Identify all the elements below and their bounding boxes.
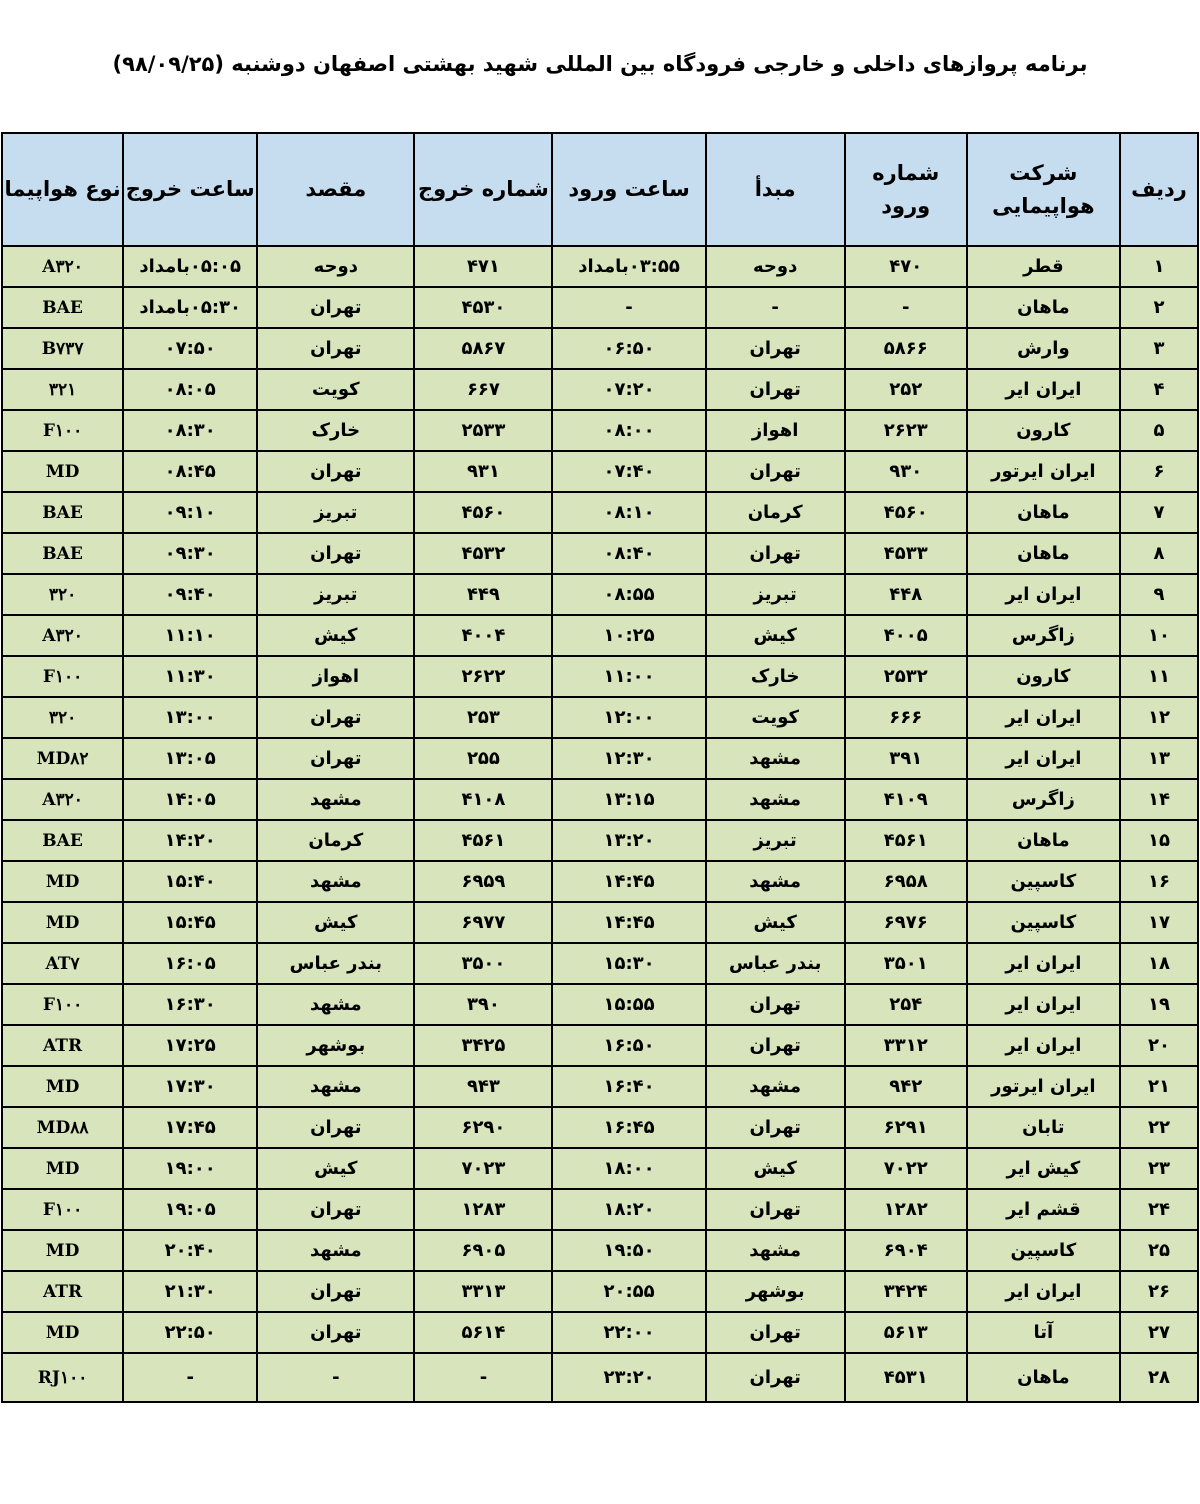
cell-departure-flight-number: ۴۵۳۰ [414,287,552,328]
cell-departure-flight-number: ۶۹۵۹ [414,861,552,902]
cell-departure-time: ۲۲:۵۰ [123,1312,257,1353]
cell-departure-time: ۱۶:۳۰ [123,984,257,1025]
header-row [2,133,1198,246]
column-header-aircraft-type: نوع هواپیما [2,133,123,246]
cell-arrival-flight-number: ۶۹۵۸ [845,861,967,902]
cell-arrival-flight-number: ۶۶۶ [845,697,967,738]
cell-row-number: ۱۷ [1120,902,1198,943]
cell-row-number: ۲۱ [1120,1066,1198,1107]
column-header-arrival-time: ساعت ورود [552,133,705,246]
cell-aircraft-type: MD [2,1066,123,1107]
cell-destination: کیش [257,1148,414,1189]
cell-departure-flight-number: ۳۹۰ [414,984,552,1025]
cell-destination: تهران [257,533,414,574]
cell-arrival-flight-number: ۴۵۳۳ [845,533,967,574]
cell-row-number: ۱۴ [1120,779,1198,820]
column-header-airline: شرکت هواپیمایی [967,133,1120,246]
cell-departure-time: ۱۴:۰۵ [123,779,257,820]
cell-arrival-time: ۱۲:۰۰ [552,697,705,738]
cell-arrival-flight-number: ۳۳۱۲ [845,1025,967,1066]
table-row [2,287,1198,328]
cell-destination: تهران [257,287,414,328]
cell-departure-time: ۰۹:۴۰ [123,574,257,615]
cell-arrival-time: ۱۰:۲۵ [552,615,705,656]
cell-origin: مشهد [706,1230,845,1271]
cell-arrival-flight-number: ۴۵۳۱ [845,1353,967,1402]
cell-airline: ایران ایر [967,1025,1120,1066]
cell-departure-flight-number: ۴۵۶۰ [414,492,552,533]
cell-row-number: ۵ [1120,410,1198,451]
cell-row-number: ۱۵ [1120,820,1198,861]
table-row [2,779,1198,820]
cell-destination: مشهد [257,984,414,1025]
cell-arrival-time: ۱۵:۵۵ [552,984,705,1025]
cell-arrival-time: ۱۶:۴۰ [552,1066,705,1107]
cell-departure-time: ۰۹:۱۰ [123,492,257,533]
cell-arrival-time: ۱۱:۰۰ [552,656,705,697]
cell-arrival-time: ۰۸:۰۰ [552,410,705,451]
cell-arrival-time: ۱۳:۲۰ [552,820,705,861]
cell-arrival-flight-number: ۳۹۱ [845,738,967,779]
cell-destination: تهران [257,451,414,492]
cell-row-number: ۲۷ [1120,1312,1198,1353]
cell-arrival-time: ۱۲:۳۰ [552,738,705,779]
cell-airline: ماهان [967,1353,1120,1402]
cell-aircraft-type: BAE [2,820,123,861]
cell-departure-flight-number: ۳۴۲۵ [414,1025,552,1066]
cell-arrival-flight-number: ۲۵۳۲ [845,656,967,697]
cell-origin: اهواز [706,410,845,451]
cell-aircraft-type: MD [2,451,123,492]
column-header-departure-time: ساعت خروج [123,133,257,246]
cell-origin: خارک [706,656,845,697]
cell-departure-flight-number: - [414,1353,552,1402]
cell-aircraft-type: AT۷ [2,943,123,984]
cell-aircraft-type: ATR [2,1271,123,1312]
column-header-row-number: ردیف [1120,133,1198,246]
cell-arrival-flight-number: ۹۳۰ [845,451,967,492]
cell-destination: تبریز [257,574,414,615]
cell-destination: تهران [257,738,414,779]
cell-aircraft-type: A۳۲۰ [2,246,123,287]
table-row [2,1271,1198,1312]
cell-airline: قطر [967,246,1120,287]
cell-departure-flight-number: ۹۴۳ [414,1066,552,1107]
cell-airline: ماهان [967,492,1120,533]
cell-airline: کاسپین [967,1230,1120,1271]
cell-row-number: ۲۸ [1120,1353,1198,1402]
cell-row-number: ۲۶ [1120,1271,1198,1312]
cell-departure-flight-number: ۱۲۸۳ [414,1189,552,1230]
cell-departure-flight-number: ۹۳۱ [414,451,552,492]
cell-row-number: ۲۳ [1120,1148,1198,1189]
cell-airline: تابان [967,1107,1120,1148]
cell-airline: قشم ایر [967,1189,1120,1230]
cell-departure-flight-number: ۲۵۳۳ [414,410,552,451]
cell-arrival-time: ۱۵:۳۰ [552,943,705,984]
cell-departure-time: ۱۷:۳۰ [123,1066,257,1107]
cell-departure-time: ۱۵:۴۰ [123,861,257,902]
cell-airline: زاگرس [967,615,1120,656]
cell-row-number: ۱۶ [1120,861,1198,902]
cell-arrival-time: ۲۳:۲۰ [552,1353,705,1402]
cell-aircraft-type: ATR [2,1025,123,1066]
cell-row-number: ۱۹ [1120,984,1198,1025]
cell-departure-time: ۱۵:۴۵ [123,902,257,943]
cell-aircraft-type: MD [2,1148,123,1189]
cell-destination: کیش [257,902,414,943]
cell-destination: مشهد [257,779,414,820]
table-row [2,984,1198,1025]
cell-row-number: ۱۲ [1120,697,1198,738]
cell-departure-flight-number: ۲۶۲۲ [414,656,552,697]
cell-arrival-time: - [552,287,705,328]
cell-departure-time: ۰۷:۵۰ [123,328,257,369]
table-row [2,533,1198,574]
cell-origin: تهران [706,1312,845,1353]
cell-destination: مشهد [257,1230,414,1271]
cell-airline: کارون [967,410,1120,451]
cell-arrival-flight-number: ۲۵۴ [845,984,967,1025]
page-title: برنامه پروازهای داخلی و خارجی فرودگاه بین المللی شهید بهشتی اصفهان دوشنبه (۹۸/۰۹/۲۵) [112,52,1088,76]
cell-destination: مشهد [257,861,414,902]
cell-departure-flight-number: ۵۶۱۴ [414,1312,552,1353]
table-row [2,369,1198,410]
cell-airline: ایران ایر [967,697,1120,738]
cell-row-number: ۲۵ [1120,1230,1198,1271]
cell-departure-time: ۰۸:۳۰ [123,410,257,451]
column-header-departure-flight-number: شماره خروج [414,133,552,246]
cell-origin: تهران [706,1353,845,1402]
cell-row-number: ۲ [1120,287,1198,328]
cell-row-number: ۲۲ [1120,1107,1198,1148]
cell-destination: کرمان [257,820,414,861]
cell-departure-time: ۲۰:۴۰ [123,1230,257,1271]
cell-origin: مشهد [706,738,845,779]
cell-destination: دوحه [257,246,414,287]
cell-origin: تهران [706,1107,845,1148]
cell-destination: تهران [257,1189,414,1230]
flight-schedule-table [1,132,1199,1403]
cell-origin: تهران [706,328,845,369]
cell-arrival-flight-number: ۶۹۰۴ [845,1230,967,1271]
cell-departure-flight-number: ۴۰۰۴ [414,615,552,656]
cell-arrival-time: ۱۴:۴۵ [552,861,705,902]
cell-departure-time: ۱۱:۱۰ [123,615,257,656]
cell-arrival-time: ۰۶:۵۰ [552,328,705,369]
cell-origin: مشهد [706,779,845,820]
cell-origin: - [706,287,845,328]
table-row [2,492,1198,533]
cell-aircraft-type: ۳۲۱ [2,369,123,410]
column-header-arrival-flight-number: شماره ورود [845,133,967,246]
cell-arrival-flight-number: ۴۵۶۰ [845,492,967,533]
cell-arrival-time: ۱۶:۵۰ [552,1025,705,1066]
table-row [2,902,1198,943]
cell-airline: ایران ایر [967,369,1120,410]
cell-departure-time: ۱۴:۲۰ [123,820,257,861]
cell-departure-time: ۱۳:۰۵ [123,738,257,779]
cell-arrival-flight-number: ۳۵۰۱ [845,943,967,984]
cell-departure-flight-number: ۶۶۷ [414,369,552,410]
cell-origin: تبریز [706,574,845,615]
cell-aircraft-type: ۳۲۰ [2,697,123,738]
cell-departure-flight-number: ۲۵۳ [414,697,552,738]
table-row [2,410,1198,451]
cell-departure-flight-number: ۷۰۲۳ [414,1148,552,1189]
cell-departure-time: ۱۹:۰۰ [123,1148,257,1189]
cell-departure-flight-number: ۶۹۰۵ [414,1230,552,1271]
table-row [2,656,1198,697]
cell-airline: ایران ایر [967,1271,1120,1312]
cell-aircraft-type: MD [2,902,123,943]
cell-airline: ایران ایر [967,984,1120,1025]
cell-origin: تبریز [706,820,845,861]
table-row [2,1148,1198,1189]
cell-departure-flight-number: ۶۹۷۷ [414,902,552,943]
cell-airline: ایران ایرتور [967,1066,1120,1107]
cell-departure-flight-number: ۴۷۱ [414,246,552,287]
cell-arrival-flight-number: ۴۵۶۱ [845,820,967,861]
cell-destination: تهران [257,1312,414,1353]
cell-departure-flight-number: ۲۵۵ [414,738,552,779]
cell-airline: زاگرس [967,779,1120,820]
cell-row-number: ۴ [1120,369,1198,410]
cell-departure-time: ۰۹:۳۰ [123,533,257,574]
cell-arrival-flight-number: ۴۷۰ [845,246,967,287]
table-row [2,943,1198,984]
cell-departure-flight-number: ۴۵۶۱ [414,820,552,861]
column-header-origin: مبدأ [706,133,845,246]
cell-departure-time: ۰۸:۰۵ [123,369,257,410]
cell-row-number: ۹ [1120,574,1198,615]
table-row [2,328,1198,369]
cell-row-number: ۱۰ [1120,615,1198,656]
cell-departure-flight-number: ۴۴۹ [414,574,552,615]
cell-arrival-time: ۱۸:۰۰ [552,1148,705,1189]
cell-row-number: ۲۰ [1120,1025,1198,1066]
cell-arrival-flight-number: ۱۲۸۲ [845,1189,967,1230]
cell-airline: ماهان [967,533,1120,574]
cell-row-number: ۲۴ [1120,1189,1198,1230]
cell-row-number: ۶ [1120,451,1198,492]
table-row [2,1353,1198,1402]
cell-aircraft-type: BAE [2,287,123,328]
cell-airline: ایران ایرتور [967,451,1120,492]
cell-arrival-time: ۱۸:۲۰ [552,1189,705,1230]
cell-destination: تهران [257,1107,414,1148]
cell-destination: بندر عباس [257,943,414,984]
cell-origin: تهران [706,451,845,492]
cell-airline: کارون [967,656,1120,697]
cell-departure-time: ۰۵:۳۰بامداد [123,287,257,328]
cell-destination: بوشهر [257,1025,414,1066]
table-row [2,1025,1198,1066]
cell-row-number: ۱۱ [1120,656,1198,697]
cell-arrival-time: ۱۳:۱۵ [552,779,705,820]
cell-origin: مشهد [706,861,845,902]
cell-row-number: ۱ [1120,246,1198,287]
cell-arrival-flight-number: ۴۱۰۹ [845,779,967,820]
cell-origin: تهران [706,533,845,574]
cell-arrival-flight-number: ۹۴۲ [845,1066,967,1107]
cell-arrival-time: ۰۷:۴۰ [552,451,705,492]
cell-arrival-flight-number: - [845,287,967,328]
cell-row-number: ۱۸ [1120,943,1198,984]
cell-departure-time: ۲۱:۳۰ [123,1271,257,1312]
cell-arrival-flight-number: ۶۹۷۶ [845,902,967,943]
cell-arrival-time: ۲۰:۵۵ [552,1271,705,1312]
cell-origin: مشهد [706,1066,845,1107]
cell-departure-time: ۱۶:۰۵ [123,943,257,984]
table-row [2,1189,1198,1230]
cell-aircraft-type: B۷۳۷ [2,328,123,369]
cell-destination: تهران [257,1271,414,1312]
table-row [2,1230,1198,1271]
cell-origin: کیش [706,902,845,943]
cell-destination: تهران [257,697,414,738]
table-row [2,738,1198,779]
cell-aircraft-type: A۳۲۰ [2,615,123,656]
cell-departure-flight-number: ۵۸۶۷ [414,328,552,369]
cell-origin: تهران [706,1025,845,1066]
cell-origin: تهران [706,1189,845,1230]
cell-origin: دوحه [706,246,845,287]
cell-destination: تهران [257,328,414,369]
cell-arrival-flight-number: ۵۶۱۳ [845,1312,967,1353]
table-row [2,1066,1198,1107]
table-row [2,574,1198,615]
cell-departure-flight-number: ۴۱۰۸ [414,779,552,820]
cell-aircraft-type: MD۸۲ [2,738,123,779]
table-row [2,1107,1198,1148]
cell-aircraft-type: MD [2,861,123,902]
cell-arrival-flight-number: ۲۵۲ [845,369,967,410]
table-row [2,615,1198,656]
cell-departure-time: ۱۳:۰۰ [123,697,257,738]
cell-aircraft-type: F۱۰۰ [2,656,123,697]
cell-destination: اهواز [257,656,414,697]
cell-destination: کیش [257,615,414,656]
cell-aircraft-type: BAE [2,533,123,574]
cell-aircraft-type: ۳۲۰ [2,574,123,615]
cell-airline: ایران ایر [967,738,1120,779]
cell-departure-time: ۱۹:۰۵ [123,1189,257,1230]
cell-airline: ایران ایر [967,943,1120,984]
cell-arrival-flight-number: ۲۶۲۳ [845,410,967,451]
cell-airline: کاسپین [967,861,1120,902]
cell-row-number: ۸ [1120,533,1198,574]
cell-arrival-flight-number: ۴۴۸ [845,574,967,615]
cell-origin: کویت [706,697,845,738]
cell-arrival-flight-number: ۶۲۹۱ [845,1107,967,1148]
cell-arrival-time: ۱۹:۵۰ [552,1230,705,1271]
cell-arrival-time: ۰۷:۲۰ [552,369,705,410]
cell-row-number: ۳ [1120,328,1198,369]
cell-departure-time: ۱۱:۳۰ [123,656,257,697]
table-row [2,246,1198,287]
cell-departure-flight-number: ۶۲۹۰ [414,1107,552,1148]
table-row [2,861,1198,902]
cell-airline: ایران ایر [967,574,1120,615]
cell-departure-flight-number: ۴۵۳۲ [414,533,552,574]
column-header-destination: مقصد [257,133,414,246]
cell-departure-time: ۰۸:۴۵ [123,451,257,492]
cell-aircraft-type: MD۸۸ [2,1107,123,1148]
cell-arrival-time: ۲۲:۰۰ [552,1312,705,1353]
cell-origin: کیش [706,615,845,656]
cell-origin: بندر عباس [706,943,845,984]
cell-arrival-flight-number: ۳۴۲۴ [845,1271,967,1312]
cell-arrival-time: ۰۸:۱۰ [552,492,705,533]
cell-arrival-flight-number: ۵۸۶۶ [845,328,967,369]
cell-destination: - [257,1353,414,1402]
cell-aircraft-type: F۱۰۰ [2,410,123,451]
cell-origin: تهران [706,984,845,1025]
table-row [2,697,1198,738]
cell-arrival-flight-number: ۴۰۰۵ [845,615,967,656]
cell-aircraft-type: MD [2,1230,123,1271]
cell-departure-time: ۰۵:۰۵بامداد [123,246,257,287]
cell-departure-flight-number: ۳۳۱۳ [414,1271,552,1312]
cell-arrival-time: ۰۳:۵۵بامداد [552,246,705,287]
cell-departure-time: ۱۷:۴۵ [123,1107,257,1148]
cell-aircraft-type: BAE [2,492,123,533]
cell-destination: تبریز [257,492,414,533]
cell-arrival-time: ۱۶:۴۵ [552,1107,705,1148]
cell-airline: کیش ایر [967,1148,1120,1189]
cell-origin: بوشهر [706,1271,845,1312]
cell-airline: وارش [967,328,1120,369]
cell-departure-time: - [123,1353,257,1402]
cell-arrival-flight-number: ۷۰۲۲ [845,1148,967,1189]
cell-airline: ماهان [967,287,1120,328]
cell-row-number: ۱۳ [1120,738,1198,779]
cell-arrival-time: ۰۸:۵۵ [552,574,705,615]
cell-arrival-time: ۰۸:۴۰ [552,533,705,574]
cell-origin: کیش [706,1148,845,1189]
cell-aircraft-type: MD [2,1312,123,1353]
cell-arrival-time: ۱۴:۴۵ [552,902,705,943]
table-row [2,1312,1198,1353]
table-row [2,820,1198,861]
cell-origin: تهران [706,369,845,410]
cell-airline: آتا [967,1312,1120,1353]
cell-departure-time: ۱۷:۲۵ [123,1025,257,1066]
cell-destination: مشهد [257,1066,414,1107]
table-row [2,451,1198,492]
cell-aircraft-type: F۱۰۰ [2,984,123,1025]
cell-destination: کویت [257,369,414,410]
cell-aircraft-type: RJ۱۰۰ [2,1353,123,1402]
cell-airline: ماهان [967,820,1120,861]
cell-destination: خارک [257,410,414,451]
cell-airline: کاسپین [967,902,1120,943]
cell-departure-flight-number: ۳۵۰۰ [414,943,552,984]
cell-origin: کرمان [706,492,845,533]
cell-aircraft-type: A۳۲۰ [2,779,123,820]
cell-aircraft-type: F۱۰۰ [2,1189,123,1230]
cell-row-number: ۷ [1120,492,1198,533]
